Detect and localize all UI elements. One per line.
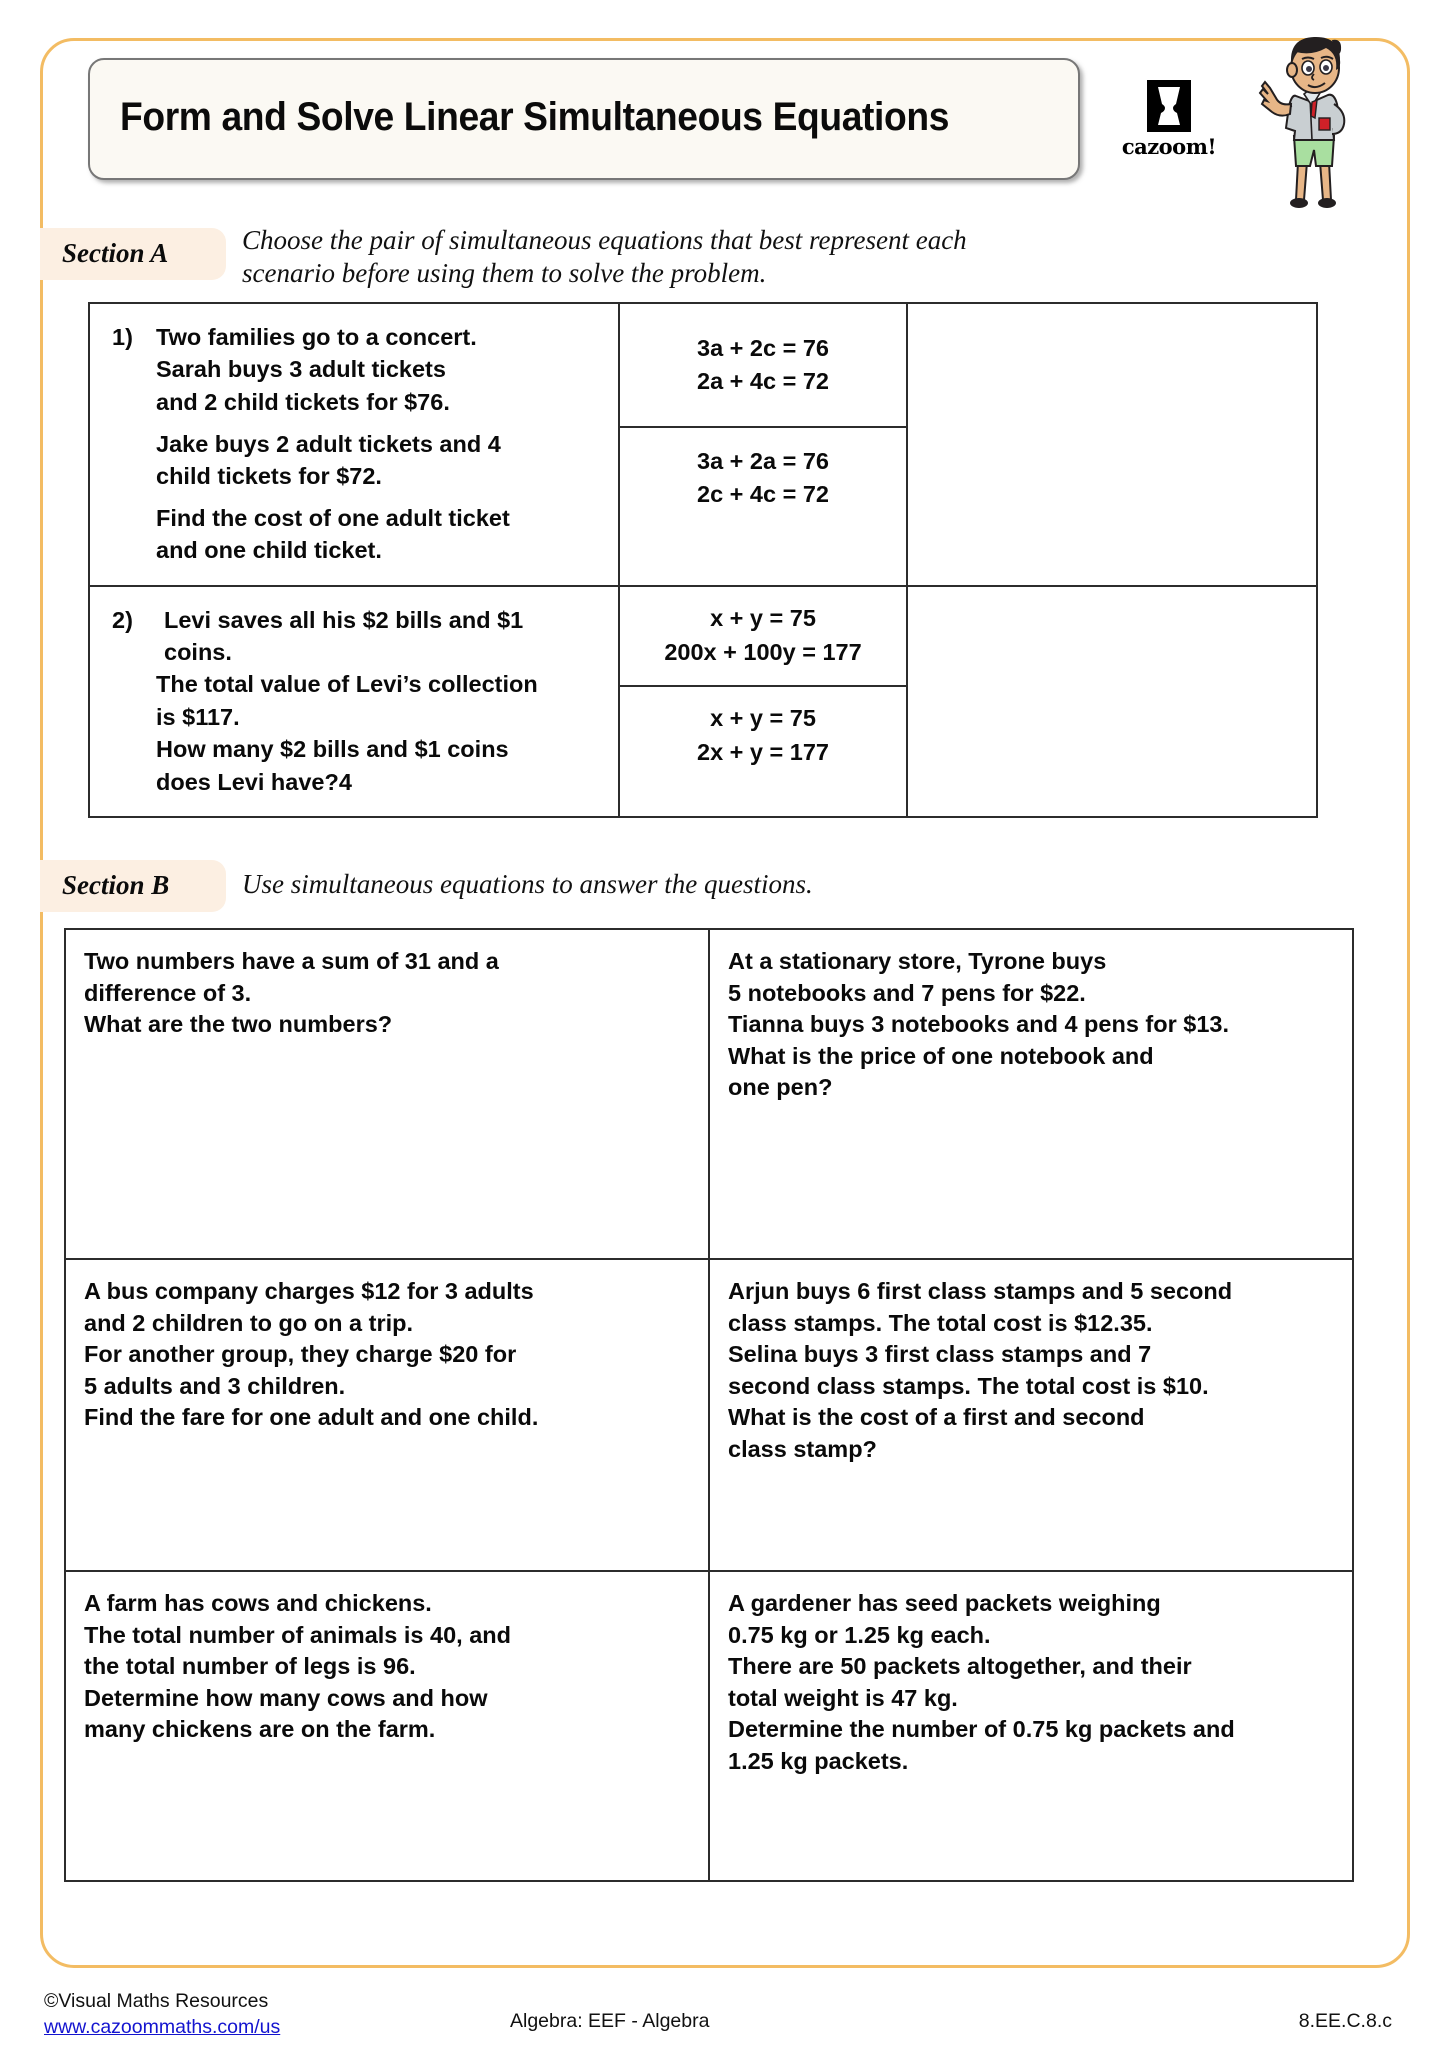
section-b-label: Section B — [62, 869, 170, 900]
worksheet-header — [88, 58, 1248, 180]
option-line: 3a + 2c = 76 — [697, 334, 829, 361]
question-b6-cell[interactable] — [709, 1571, 1353, 1881]
table-row — [65, 929, 1353, 1259]
question-line: 0.75 kg or 1.25 kg each. — [728, 1621, 991, 1648]
question-line: Determine how many cows and how — [84, 1684, 488, 1711]
question-line: total weight is 47 kg. — [728, 1684, 958, 1711]
table-row — [65, 1259, 1353, 1571]
question-line: Levi saves all his $2 bills and $1 — [164, 606, 524, 633]
option-line: 2a + 4c = 72 — [697, 368, 829, 394]
option-a2-2[interactable] — [620, 687, 906, 785]
section-b-description: Use simultaneous equations to answer the questions. — [242, 869, 813, 899]
question-line: Arjun buys 6 first class stamps and 5 second — [728, 1278, 1233, 1304]
question-a2-cell — [89, 586, 619, 817]
question-line: coins. — [164, 638, 232, 665]
question-line: The total number of animals is 40, and — [84, 1621, 512, 1648]
question-line: Find the cost of one adult ticket — [156, 504, 510, 531]
question-line: What is the price of one notebook and — [728, 1042, 1154, 1069]
question-line: class stamps. The total cost is $12.35. — [728, 1309, 1153, 1336]
question-b1-cell[interactable] — [65, 929, 709, 1259]
question-a1-cell — [89, 303, 619, 586]
question-a1-text — [156, 322, 600, 567]
question-line: 1.25 kg packets. — [728, 1747, 909, 1774]
option-line: x + y = 75 — [710, 705, 816, 732]
footer-standard-code: 8.EE.C.8.c — [1298, 2010, 1392, 2032]
question-line: class stamp? — [728, 1435, 877, 1462]
question-line: At a stationary store, Tyrone buys — [728, 948, 1107, 974]
option-line: 2c + 4c = 72 — [697, 481, 829, 507]
footer-topic: Algebra: EEF - Algebra — [510, 2010, 710, 2032]
option-a2-1[interactable] — [620, 587, 906, 687]
option-line: 2x + y = 177 — [697, 738, 829, 765]
table-row — [89, 303, 1317, 586]
question-line: The total value of Levi’s collection — [156, 671, 538, 698]
copyright-text: ©Visual Maths Resources — [44, 1990, 269, 2012]
worksheet-footer — [40, 1988, 1410, 2048]
student-mascot-icon — [1246, 30, 1376, 210]
table-row — [89, 586, 1317, 817]
question-line: is $117. — [156, 703, 240, 730]
option-a1-2[interactable] — [620, 428, 906, 528]
section-b-chip — [40, 860, 226, 912]
question-a2-options — [619, 586, 907, 817]
question-line: For another group, they charge $20 for — [84, 1341, 517, 1368]
question-b3-cell[interactable] — [65, 1259, 709, 1571]
question-line: Find the fare for one adult and one child. — [84, 1404, 539, 1431]
question-line: Selina buys 3 first class stamps and 7 — [728, 1341, 1152, 1368]
section-a-description: Choose the pair of simultaneous equations that best represent each scenario before using them to solve the problem. — [242, 225, 967, 288]
question-line: difference of 3. — [84, 979, 252, 1006]
section-b-banner — [62, 860, 1162, 912]
logo-wordmark: cazoom! — [1121, 133, 1217, 159]
question-line: child tickets for $72. — [156, 463, 382, 490]
question-line: and 2 child tickets for $76. — [156, 388, 450, 415]
question-b2-cell[interactable] — [709, 929, 1353, 1259]
question-line: Two numbers have a sum of 31 and a — [84, 948, 499, 974]
question-line: 5 notebooks and 7 pens for $22. — [728, 979, 1086, 1006]
hourglass-icon — [1147, 80, 1191, 132]
question-a1-options — [619, 303, 907, 586]
question-line: Tianna buys 3 notebooks and 4 pens for $13. — [728, 1011, 1230, 1038]
question-line: many chickens are on the farm. — [84, 1716, 436, 1743]
question-line: Jake buys 2 adult tickets and 4 — [156, 430, 501, 457]
section-b-table — [64, 928, 1354, 1882]
section-a-banner — [62, 225, 1062, 290]
footer-left — [44, 1988, 280, 2041]
question-a2-text — [156, 605, 600, 798]
title-box — [88, 58, 1080, 180]
cazoom-website-link[interactable]: www.cazoommaths.com/us — [44, 2016, 281, 2039]
question-line: There are 50 packets altogether, and their — [728, 1653, 1192, 1680]
question-line: A bus company charges $12 for 3 adults — [84, 1278, 534, 1304]
question-line: 5 adults and 3 children. — [84, 1372, 346, 1399]
answer-a2-cell[interactable] — [907, 586, 1317, 817]
question-line: Two families go to a concert. — [156, 324, 477, 350]
question-line: and one child ticket. — [156, 537, 382, 564]
question-line: does Levi have?4 — [156, 768, 352, 795]
question-b5-cell[interactable] — [65, 1571, 709, 1881]
question-line: A farm has cows and chickens. — [84, 1590, 432, 1616]
section-a-chip — [40, 228, 226, 280]
section-a-table — [88, 302, 1318, 818]
question-line: What is the cost of a first and second — [728, 1404, 1145, 1431]
question-b4-cell[interactable] — [709, 1259, 1353, 1571]
question-line: Sarah buys 3 adult tickets — [156, 356, 446, 383]
option-line: x + y = 75 — [710, 605, 816, 632]
page-title: Form and Solve Linear Simultaneous Equations — [120, 94, 950, 139]
question-line: Determine the number of 0.75 kg packets and — [728, 1716, 1235, 1743]
question-line: What are the two numbers? — [84, 1011, 393, 1038]
question-a2-number: 2) — [112, 606, 133, 633]
answer-a1-cell[interactable] — [907, 303, 1317, 586]
question-line: one pen? — [728, 1074, 833, 1101]
option-line: 3a + 2a = 76 — [697, 447, 829, 474]
option-line: 200x + 100y = 177 — [664, 638, 862, 665]
cazoom-logo — [1080, 58, 1248, 180]
section-a-label: Section A — [62, 237, 169, 268]
question-a1-number: 1) — [112, 324, 133, 350]
question-line: A gardener has seed packets weighing — [728, 1590, 1161, 1616]
question-line: the total number of legs is 96. — [84, 1653, 416, 1680]
table-row — [65, 1571, 1353, 1881]
question-line: How many $2 bills and $1 coins — [156, 736, 509, 763]
question-line: second class stamps. The total cost is $10. — [728, 1372, 1209, 1399]
question-line: and 2 children to go on a trip. — [84, 1309, 414, 1336]
option-a1-1[interactable] — [620, 304, 906, 428]
